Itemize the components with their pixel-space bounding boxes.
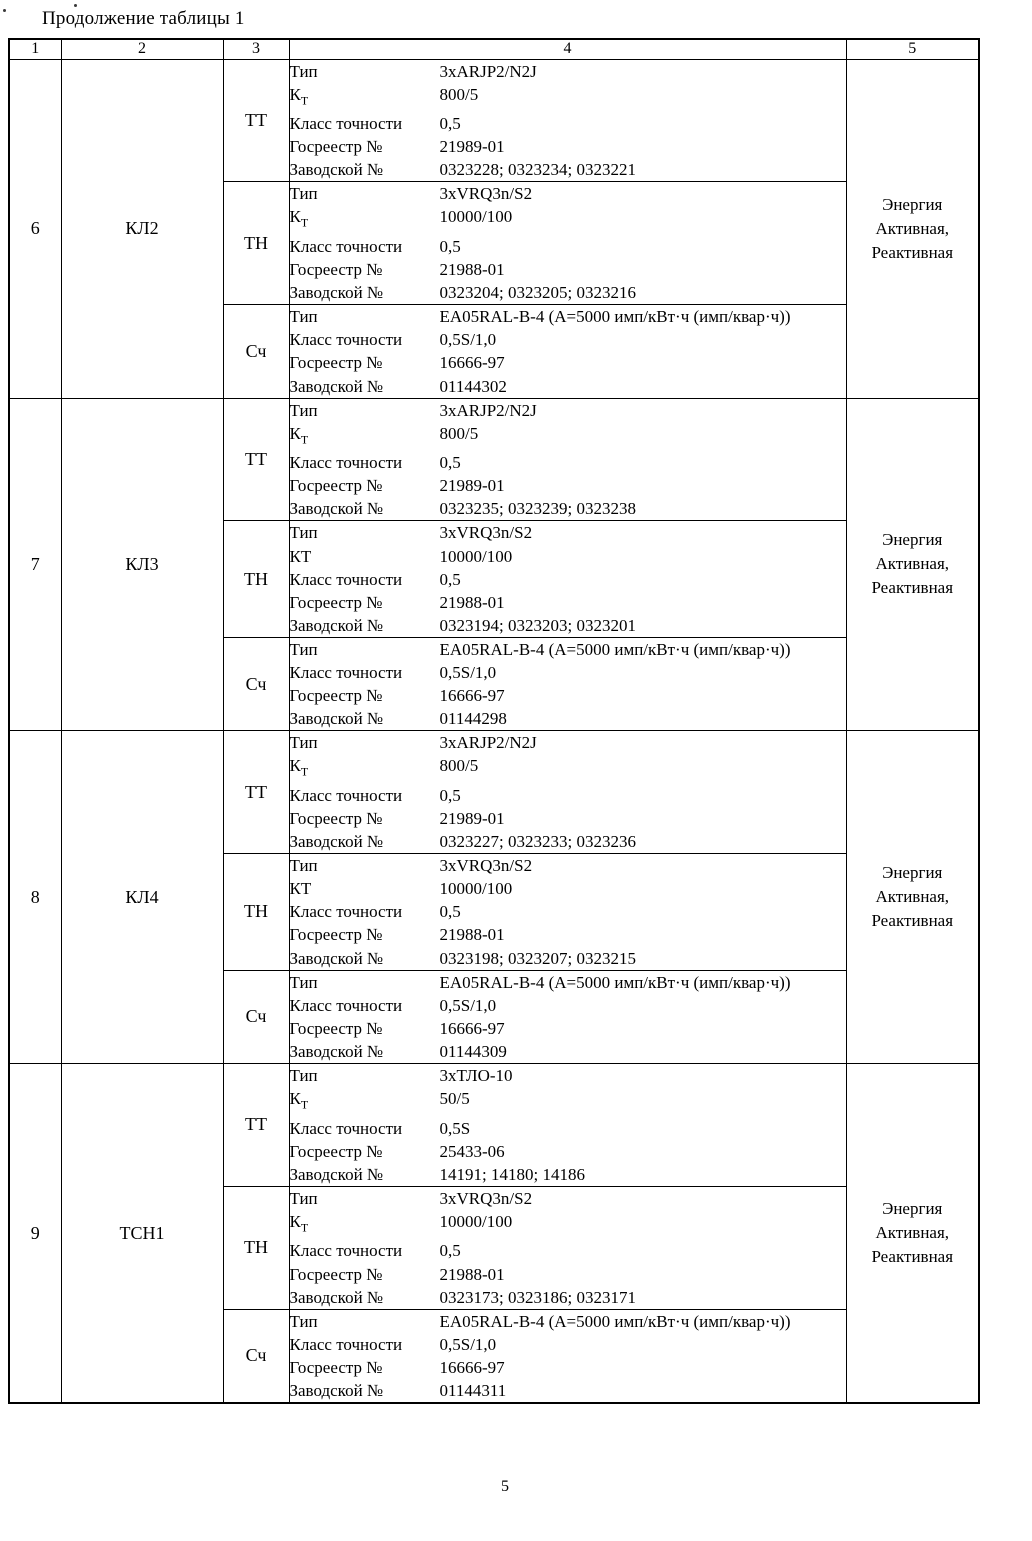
attribute-label: Тип [289,1311,318,1331]
attribute-value: 0323235; 0323239; 0323238 [439,499,636,519]
row-number: 8 [9,731,61,1064]
attribute-value: 0,5 [439,1241,461,1261]
attribute-label: $К_Т$ [289,756,309,779]
attribute-label: Тип [289,733,318,753]
device-type: Сч [223,637,289,730]
energy-type-line: Активная, [875,887,950,907]
device-attributes [290,182,846,304]
connection-name: ТСН1 [61,1064,223,1404]
device-attributes-cell [289,521,846,637]
row-number: 9 [9,1064,61,1404]
attribute-label: Госреестр № [289,1264,383,1284]
device-attributes-cell [289,1186,846,1309]
attribute-label: Заводской № [289,1287,384,1307]
device-attributes-cell [289,1309,846,1403]
attribute-label: Госреестр № [289,353,383,373]
attribute-value: EA05RAL-B-4 (A=5000 имп/кВт·ч (имп/квар·ч)) [439,639,791,659]
attribute-label: Заводской № [289,160,384,180]
attribute-label: КТ [289,879,312,899]
device-type: ТТ [223,1064,289,1187]
attribute-value: 0323227; 0323233; 0323236 [439,832,636,852]
attribute-value: 21988-01 [439,1264,505,1284]
energy-type [846,731,979,1064]
attribute-label: Заводской № [289,499,384,519]
attribute-label: Госреестр № [289,808,383,828]
attribute-value: 01144309 [439,1041,507,1061]
attribute-value: 3xVRQ3n/S2 [439,184,533,204]
attribute-value: 01144311 [439,1381,507,1400]
device-attributes [290,731,846,853]
attribute-value: 0323173; 0323186; 0323171 [439,1287,636,1307]
attribute-label: Заводской № [289,615,384,635]
attribute-label: Класс точности [289,1334,403,1354]
attribute-value: 800/5 [439,423,479,443]
attribute-label: Класс точности [289,236,403,256]
column-header: 2 [61,39,223,59]
column-header: 1 [9,39,61,59]
table-row [9,398,979,521]
device-type: Сч [223,1309,289,1403]
device-attributes [290,1064,846,1186]
attribute-value: EA05RAL-B-4 (A=5000 имп/кВт·ч (имп/квар·ч)) [439,972,791,992]
device-attributes-cell [289,1064,846,1187]
device-attributes [290,305,846,397]
attribute-value: 10000/100 [439,546,513,566]
attribute-value: 0,5 [439,569,461,589]
attribute-label: Тип [289,400,318,420]
attribute-label: Класс точности [289,902,403,922]
attribute-value: 0,5 [439,236,461,256]
attribute-value: 3xТЛО-10 [439,1066,513,1085]
attribute-value: 0,5S/1,0 [439,663,497,683]
device-attributes [290,1187,846,1309]
energy-type-line: Реактивная [871,242,954,262]
energy-type-line: Реактивная [871,578,954,598]
device-attributes-cell [289,637,846,730]
attribute-label: Заводской № [289,1164,384,1184]
table-row [9,1064,979,1187]
attribute-value: 0,5S/1,0 [439,995,497,1015]
energy-type-line: Энергия [882,863,943,883]
attribute-value: 0,5 [439,902,461,922]
device-type: ТТ [223,59,289,182]
attribute-value: 0,5 [439,453,461,473]
attribute-label: Класс точности [289,114,403,134]
attribute-label: Заводской № [289,1381,384,1400]
attribute-value: 16666-97 [439,353,505,373]
attribute-value: 21989-01 [439,476,505,496]
attribute-value: 0323204; 0323205; 0323216 [439,283,636,303]
attribute-label: Заводской № [289,948,384,968]
attribute-value: 16666-97 [439,1018,505,1038]
attribute-label: КТ [289,546,312,566]
device-attributes-cell [289,398,846,521]
table-body [9,59,979,1403]
attribute-label: Тип [289,307,318,327]
attribute-label: Заводской № [289,376,384,396]
column-header: 4 [289,39,846,59]
attribute-label: Тип [289,1066,318,1085]
attribute-value: 0323228; 0323234; 0323221 [439,160,636,180]
attribute-value: 21988-01 [439,260,505,280]
attribute-label: Заводской № [289,709,384,729]
attribute-value: 0,5S/1,0 [439,1334,497,1354]
energy-type-line: Энергия [882,1199,943,1219]
attribute-value: 0,5S [439,1118,471,1138]
attribute-label: $К_Т$ [289,84,309,107]
device-type: ТН [223,1186,289,1309]
device-type: Сч [223,970,289,1063]
page-number: 5 [501,1478,509,1495]
attribute-label: Класс точности [289,1241,403,1261]
attribute-label: Тип [289,1188,318,1208]
attribute-label: $К_Т$ [289,207,309,230]
attribute-value: 50/5 [439,1089,470,1109]
energy-type [846,59,979,398]
attribute-value: 25433-06 [439,1141,505,1161]
attribute-label: Класс точности [289,663,403,683]
attribute-label: Тип [289,972,318,992]
energy-type-line: Энергия [882,530,943,550]
attribute-value: 0,5 [439,785,461,805]
row-number: 7 [9,398,61,731]
device-type: ТН [223,854,289,970]
device-attributes-cell [289,59,846,182]
column-header: 3 [223,39,289,59]
attribute-value: EA05RAL-B-4 (A=5000 имп/кВт·ч (имп/квар·ч)) [439,1311,791,1331]
attribute-value: 3xVRQ3n/S2 [439,523,533,543]
attribute-label: Класс точности [289,569,403,589]
attribute-value: 3xVRQ3n/S2 [439,856,533,876]
attribute-label: Госреестр № [289,1357,383,1377]
energy-type-line: Активная, [875,554,950,574]
device-attributes-cell [289,305,846,398]
attribute-value: 16666-97 [439,1357,505,1377]
attribute-value: 10000/100 [439,1211,513,1231]
energy-type [846,398,979,731]
attribute-value: 0,5 [439,114,461,134]
attribute-label: $К_Т$ [289,423,309,447]
column-header-row [9,39,979,59]
device-attributes-cell [289,731,846,854]
attribute-label: Заводской № [289,283,384,303]
scan-speck [3,9,6,12]
attribute-label: Госреестр № [289,925,383,945]
device-type: ТН [223,521,289,637]
attribute-label: Тип [289,61,318,81]
energy-type [846,1064,979,1404]
attribute-value: 800/5 [439,756,479,776]
energy-type-line: Активная, [875,1223,950,1243]
device-attributes [290,399,846,521]
attribute-label: Класс точности [289,453,403,473]
device-attributes [290,521,846,636]
attribute-value: 21988-01 [439,592,505,612]
device-type: ТТ [223,398,289,521]
device-attributes [290,638,846,730]
attribute-label: Госреестр № [289,686,383,706]
attribute-value: 01144298 [439,709,507,729]
attribute-value: 21989-01 [439,808,505,828]
device-type: ТТ [223,731,289,854]
energy-type-line: Энергия [882,194,943,214]
attribute-value: 3xARJP2/N2J [439,61,537,81]
energy-type-line: Активная, [875,218,950,238]
attribute-label: $К_Т$ [289,1211,309,1235]
attribute-label: Госреестр № [289,1141,383,1161]
device-attributes-cell [289,182,846,305]
attribute-value: 0323194; 0323203; 0323201 [439,615,636,635]
scan-speck [74,4,77,7]
connection-name: КЛ2 [61,59,223,398]
measurement-table [8,38,980,1404]
attribute-label: Заводской № [289,1041,384,1061]
attribute-label: Заводской № [289,832,384,852]
attribute-label: Класс точности [289,1118,403,1138]
attribute-label: Тип [289,184,318,204]
attribute-label: Госреестр № [289,137,383,157]
attribute-label: Госреестр № [289,592,383,612]
row-number: 6 [9,59,61,398]
device-type: Сч [223,305,289,398]
table-row [9,731,979,854]
attribute-value: 21988-01 [439,925,505,945]
attribute-label: Тип [289,856,318,876]
device-attributes-cell [289,854,846,970]
attribute-value: 01144302 [439,376,507,396]
attribute-label: Класс точности [289,785,403,805]
attribute-value: 16666-97 [439,686,505,706]
page-title: Продолжение таблицы 1 [42,8,245,29]
device-attributes [290,971,846,1063]
device-attributes-cell [289,970,846,1063]
attribute-value: 3xARJP2/N2J [439,400,537,420]
table-row [9,59,979,182]
energy-type-line: Реактивная [871,911,954,931]
attribute-label: $К_Т$ [289,1089,309,1112]
attribute-label: Госреестр № [289,476,383,496]
attribute-value: 0,5S/1,0 [439,330,497,350]
attribute-label: Тип [289,523,318,543]
attribute-label: Госреестр № [289,260,383,280]
device-attributes [290,854,846,969]
attribute-value: 10000/100 [439,207,513,227]
attribute-value: 3xVRQ3n/S2 [439,1188,533,1208]
device-type: ТН [223,182,289,305]
attribute-value: 800/5 [439,84,479,104]
attribute-value: 10000/100 [439,879,513,899]
attribute-value: 14191; 14180; 14186 [439,1164,585,1184]
attribute-label: Госреестр № [289,1018,383,1038]
attribute-label: Класс точности [289,330,403,350]
attribute-value: EA05RAL-B-4 (A=5000 имп/кВт·ч (имп/квар·ч)) [439,307,791,327]
connection-name: КЛ4 [61,731,223,1064]
connection-name: КЛ3 [61,398,223,731]
attribute-value: 0323198; 0323207; 0323215 [439,948,636,968]
attribute-value: 3xARJP2/N2J [439,733,537,753]
attribute-label: Класс точности [289,995,403,1015]
device-attributes [290,60,846,182]
column-header: 5 [846,39,979,59]
energy-type-line: Реактивная [871,1247,954,1267]
attribute-label: Тип [289,639,318,659]
device-attributes [290,1310,846,1402]
attribute-value: 21989-01 [439,137,505,157]
